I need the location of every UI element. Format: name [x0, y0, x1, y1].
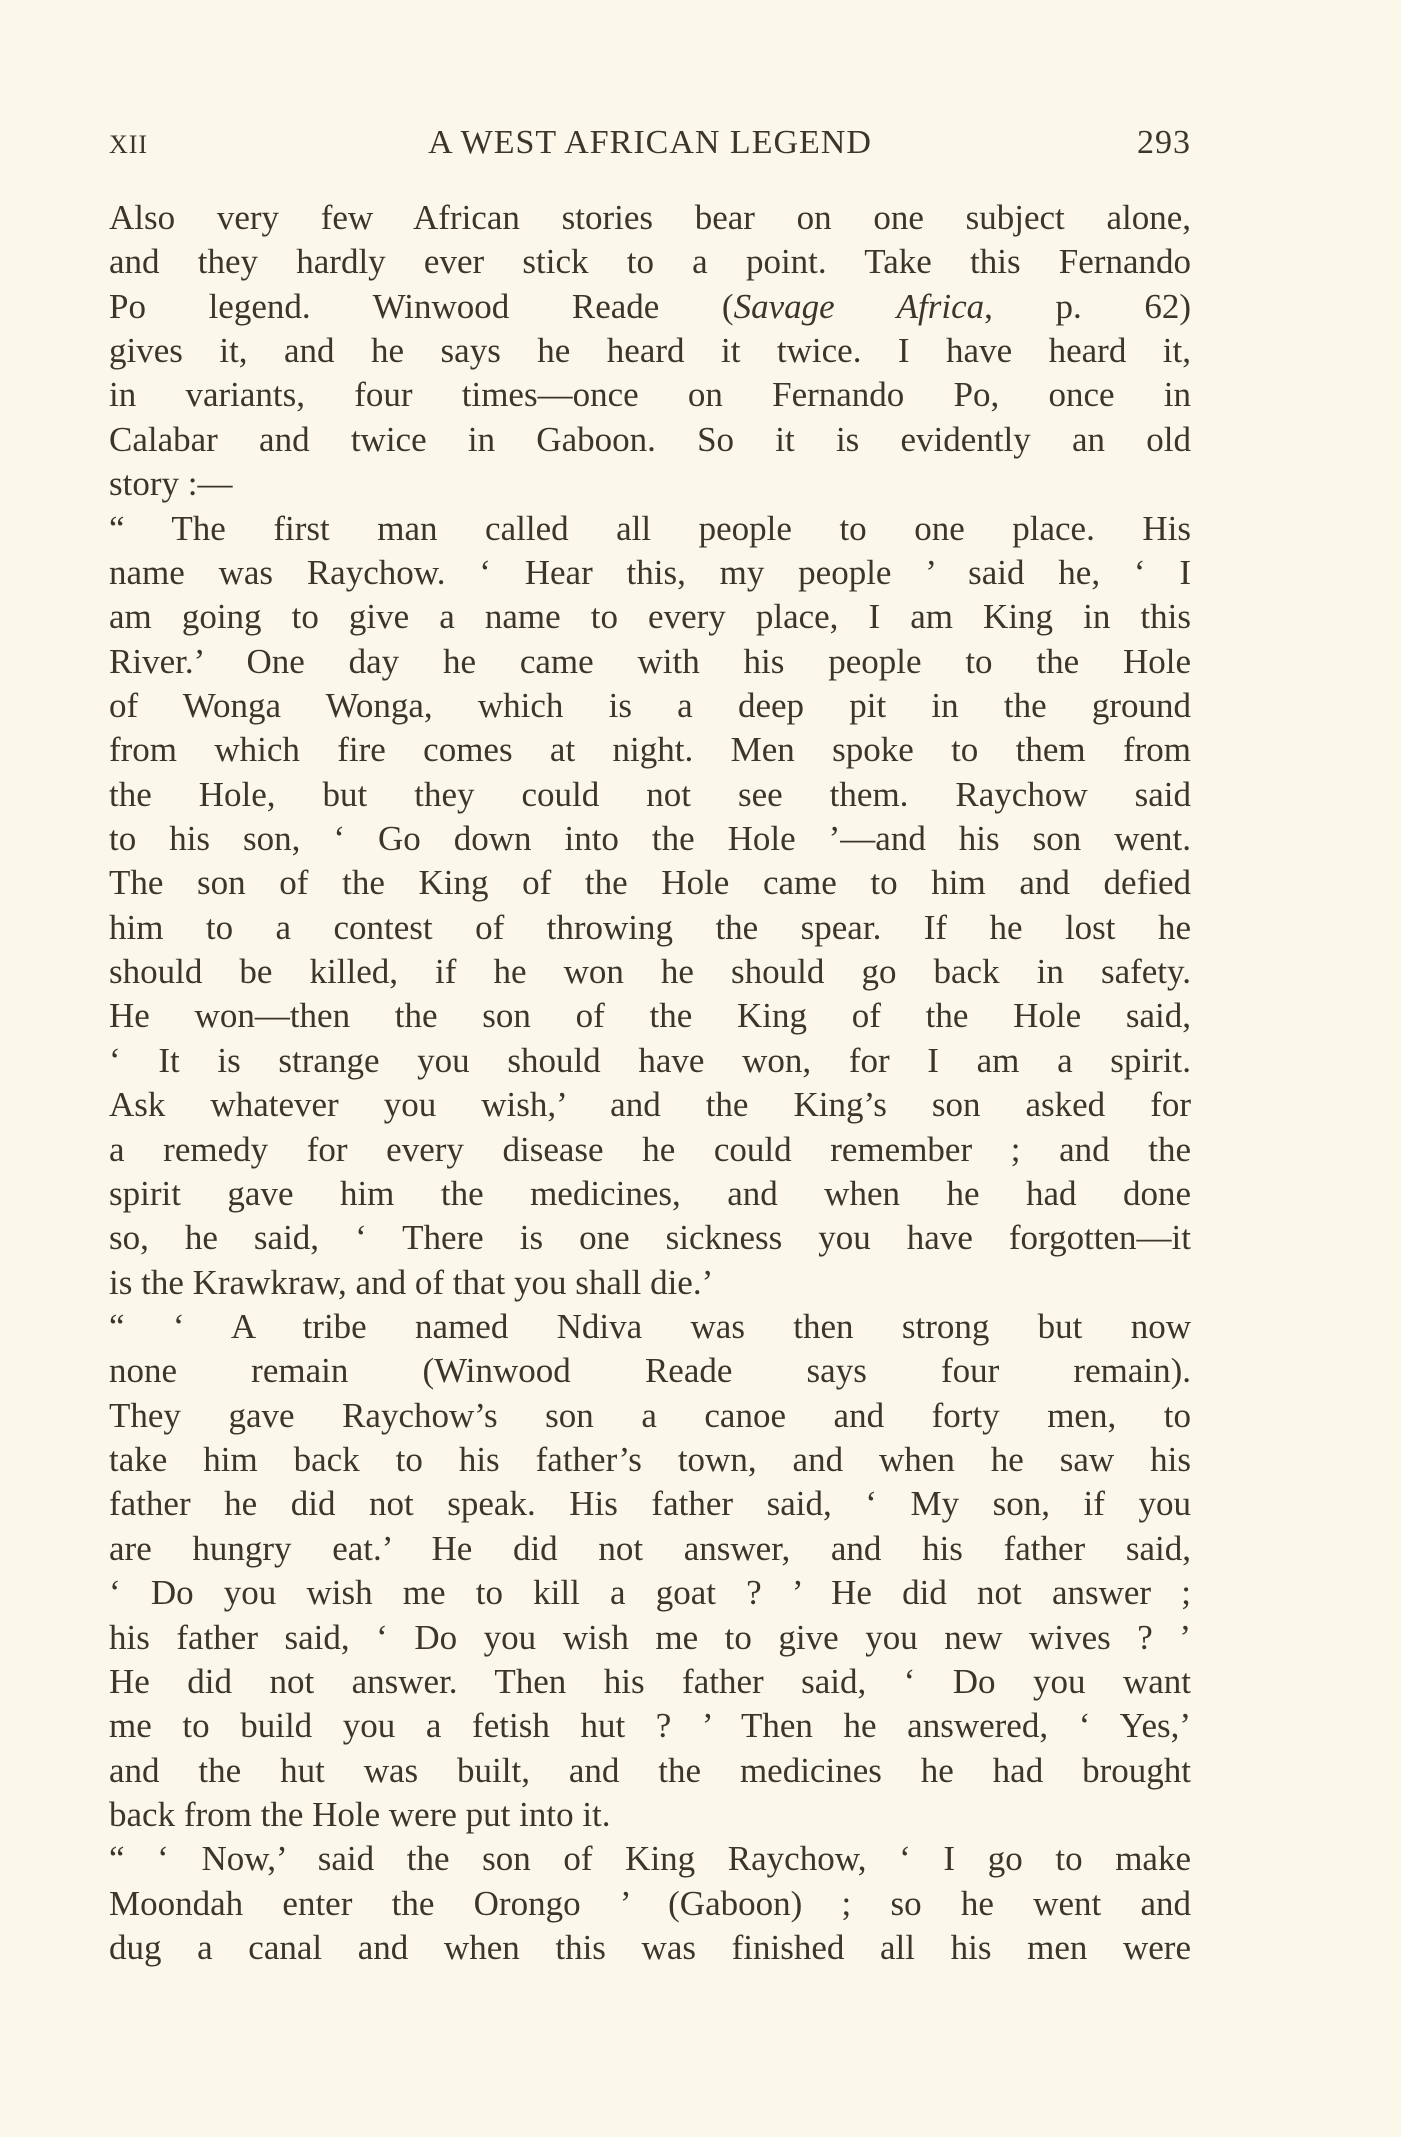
text-line: is the Krawkraw, and of that you shall die.’ [109, 1262, 714, 1302]
text-line: are hungry eat.’ He did not answer, and his father said, [109, 1528, 1191, 1568]
text-line: father he did not speak. His father said, ‘ My son, if you [109, 1484, 1191, 1524]
text-line: and the hut was built, and the medicines he had brought [109, 1750, 1191, 1790]
text-line: He did not answer. Then his father said, ‘ Do you want [109, 1661, 1191, 1701]
text-line: Moondah enter the Orongo ’ (Gaboon) ; so he went and [109, 1883, 1191, 1923]
text-line: story :— [109, 464, 233, 504]
text-line: name was Raychow. ‘ Hear this, my people ’ said he, ‘ I [109, 552, 1191, 592]
running-title: A WEST AFRICAN LEGEND [428, 124, 872, 161]
chapter-number: XII [109, 130, 149, 159]
page-number: 293 [1137, 124, 1191, 161]
text-line: ‘ Do you wish me to kill a goat ? ’ He did not answer ; [109, 1573, 1191, 1613]
text-line: ‘ It is strange you should have won, for I am a spirit. [109, 1040, 1191, 1080]
text-segment: Po legend. Winwood Reade ( [109, 286, 734, 326]
text-line: spirit gave him the medicines, and when he had done [109, 1173, 1191, 1213]
text-line: Calabar and twice in Gaboon. So it is evidently an old [109, 419, 1191, 459]
text-segment: , p. 62) [984, 286, 1192, 326]
text-line: should be killed, if he won he should go back in safety. [109, 952, 1191, 992]
text-line: him to a contest of throwing the spear. If he lost he [109, 907, 1191, 947]
text-line: so, he said, ‘ There is one sickness you have forgotten—it [109, 1218, 1191, 1258]
text-line: dug a canal and when this was finished all his men were [109, 1928, 1191, 1968]
text-line: me to build you a fetish hut ? ’ Then he answered, ‘ Yes,’ [109, 1706, 1191, 1746]
text-line: in variants, four times—once on Fernando Po, once in [109, 375, 1191, 415]
text-line: from which fire comes at night. Men spoke to them from [109, 730, 1191, 770]
text-line: They gave Raychow’s son a canoe and forty men, to [109, 1395, 1191, 1435]
body-text [109, 196, 1191, 1970]
text-line: back from the Hole were put into it. [109, 1794, 611, 1834]
text-line: am going to give a name to every place, I am King in this [109, 597, 1191, 637]
text-line: none remain (Winwood Reade says four remain). [109, 1351, 1191, 1391]
text-line: Also very few African stories bear on one subject alone, [109, 198, 1191, 237]
text-line: “ The first man called all people to one place. His [109, 508, 1191, 548]
text-line: “ ‘ Now,’ said the son of King Raychow, ‘ I go to make [109, 1839, 1191, 1879]
text-line: gives it, and he says he heard it twice. I have heard it, [109, 331, 1191, 371]
text-line: to his son, ‘ Go down into the Hole ’—and his son went. [109, 819, 1191, 859]
text-line: of Wonga Wonga, which is a deep pit in the ground [109, 685, 1191, 725]
text-line: River.’ One day he came with his people to the Hole [109, 641, 1191, 681]
text-line: a remedy for every disease he could remember ; and the [109, 1129, 1191, 1169]
running-header [109, 124, 1191, 172]
text-line: and they hardly ever stick to a point. Take this Fernando [109, 242, 1191, 282]
text-line: Ask whatever you wish,’ and the King’s son asked for [109, 1085, 1191, 1125]
text-line: take him back to his father’s town, and when he saw his [109, 1440, 1191, 1480]
text-line: “ ‘ A tribe named Ndiva was then strong but now [109, 1306, 1191, 1346]
text-line [109, 285, 1191, 329]
text-line: The son of the King of the Hole came to him and defied [109, 863, 1191, 903]
text-line: the Hole, but they could not see them. Raychow said [109, 774, 1191, 814]
text-line: his father said, ‘ Do you wish me to give you new wives ? ’ [109, 1617, 1191, 1657]
text-line: He won—then the son of the King of the Hole said, [109, 996, 1191, 1036]
italic-title: Savage Africa [733, 286, 985, 326]
